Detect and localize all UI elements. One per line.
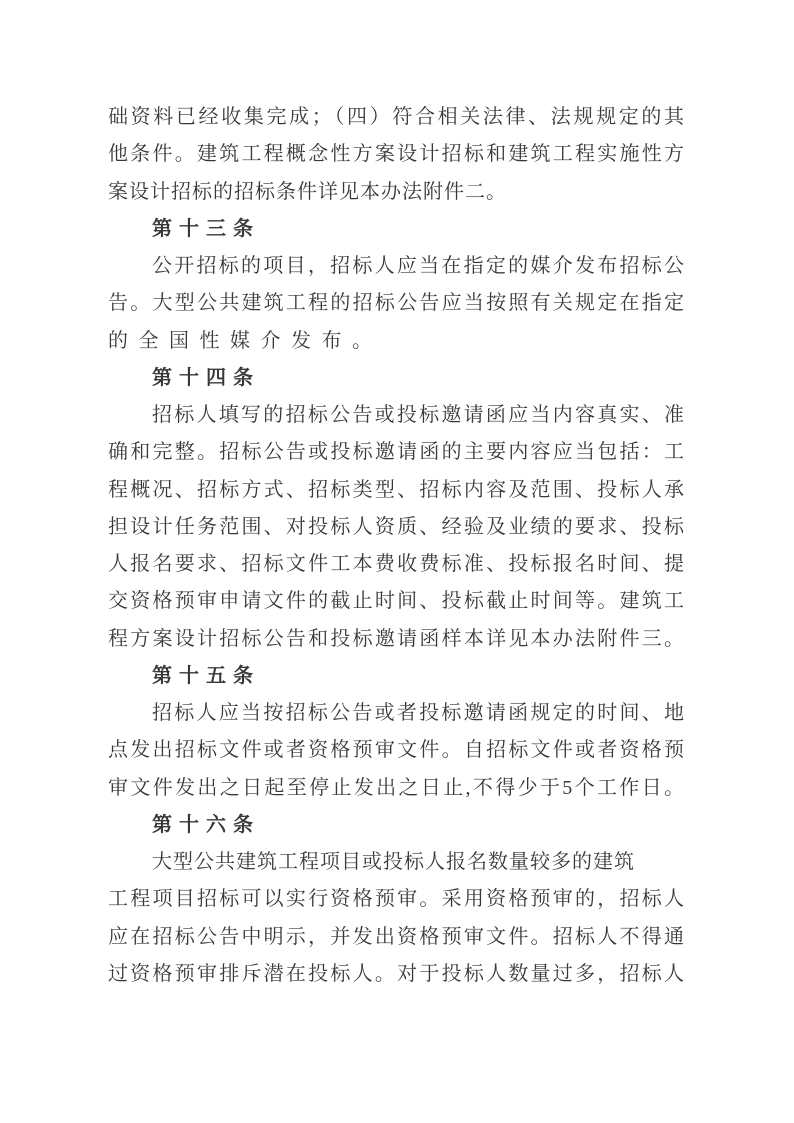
text-line: 程方案设计招标公告和投标邀请函样本详见本办法附件三。 (108, 627, 685, 650)
text-line: 过资格预审排斥潜在投标人。对于投标人数量过多，招标人 (108, 962, 685, 985)
text-line: 招标人应当按招标公告或者投标邀请函规定的时间、地 (152, 702, 685, 724)
text-line: 础资料已经收集完成；（四）符合相关法律、法规规定的其 (108, 106, 685, 128)
text-line: 担设计任务范围、对投标人资质、经验及业绩的要求、投标 (108, 515, 685, 538)
text-line: 的全国性媒介发布。 (108, 329, 383, 352)
text-line: 确和完整。招标公告或投标邀请函的主要内容应当包括：工 (108, 441, 685, 464)
text-line: 告。大型公共建筑工程的招标公告应当按照有关规定在指定 (108, 292, 685, 315)
article-heading: 第十五条 (152, 664, 260, 687)
text-line: 大型公共建筑工程项目或投标人报名数量较多的建筑 (152, 851, 635, 873)
text-line: 招标人填写的招标公告或投标邀请函应当内容真实、准 (152, 404, 685, 426)
text-line: 他条件。建筑工程概念性方案设计招标和建筑工程实施性方 (108, 143, 685, 166)
text-line: 点发出招标文件或者资格预审文件。自招标文件或者资格预 (108, 739, 685, 762)
text-line: 人报名要求、招标文件工本费收费标准、投标报名时间、提 (108, 553, 685, 575)
text-line: 交资格预审申请文件的截止时间、投标截止时间等。建筑工 (108, 590, 685, 613)
text-line: 案设计招标的招标条件详见本办法附件二。 (108, 180, 507, 203)
document-text-block (108, 99, 685, 993)
article-heading: 第十六条 (152, 813, 260, 836)
article-heading: 第十四条 (152, 366, 260, 389)
article-heading: 第十三条 (152, 217, 260, 240)
text-line: 公开招标的项目，招标人应当在指定的媒介发布招标公 (152, 255, 685, 277)
text-line: 工程项目招标可以实行资格预审。采用资格预审的，招标人 (108, 888, 685, 911)
text-line: 审文件发出之日起至停止发出之日止,不得少于5个工作日。 (108, 776, 685, 799)
text-line: 程概况、招标方式、招标类型、招标内容及范围、投标人承 (108, 478, 685, 501)
text-line: 应在招标公告中明示，并发出资格预审文件。招标人不得通 (108, 925, 685, 948)
